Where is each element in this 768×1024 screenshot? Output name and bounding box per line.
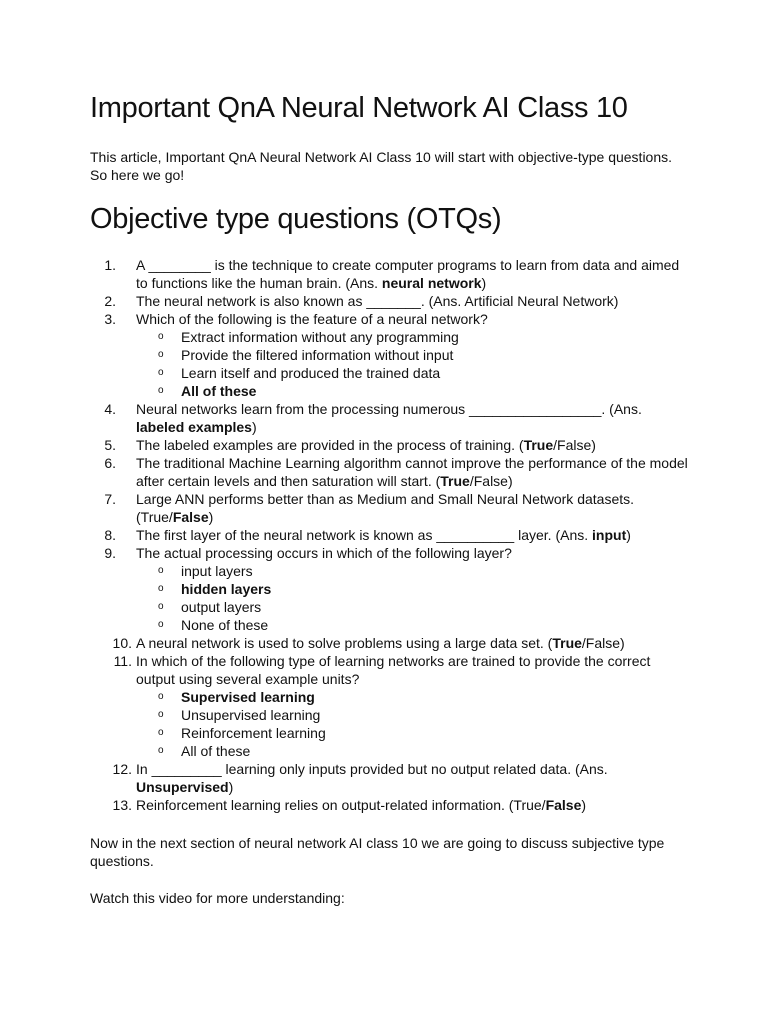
option-item [136,706,690,724]
option-item [136,328,690,346]
circle-bullet-icon: o [158,385,164,396]
answer-highlight: Unsupervised [136,779,229,795]
question-text: The neural network is also known as _______. (Ans. Artificial Neural Network) [136,293,619,309]
circle-bullet-icon: o [158,583,164,594]
question-item [90,256,690,292]
question-number: 11. [113,653,132,669]
correct-option: Supervised learning [181,689,315,705]
option-text: Learn itself and produced the trained data [181,365,441,381]
answer-highlight: True [552,635,582,651]
question-text [136,635,625,651]
answer-highlight: input [592,527,627,543]
question-text-part: The first layer of the neural network is known as __________ layer. (Ans. [136,527,593,543]
option-item [136,598,690,616]
question-text-part: ) [251,419,257,435]
question-text [136,491,634,525]
question-text [136,527,631,543]
option-item [136,382,690,400]
question-number: 3. [104,311,116,327]
option-text: None of these [181,617,269,633]
question-item [90,652,690,760]
option-text: output layers [181,599,262,615]
option-item [136,562,690,580]
question-text-part: ) [581,797,587,813]
question-number: 9. [104,545,116,561]
question-text: Which of the following is the feature of a neural network? [136,311,488,327]
option-list [136,562,690,634]
question-text [136,257,679,291]
question-text-part: Neural networks learn from the processing numerous _________________. (Ans. [136,401,642,417]
question-number: 6. [104,455,116,471]
option-text: input layers [181,563,253,579]
question-item [90,436,690,454]
answer-highlight: False [545,797,582,813]
question-number: 1. [104,257,116,273]
circle-bullet-icon: o [158,349,164,360]
question-item [90,310,690,400]
question-text-part: ) [626,527,631,543]
question-text-part: A ________ is the technique to create computer programs to learn from data and aimed to functions like the human brain. (Ans. [136,257,680,291]
question-text-part: /False) [553,437,596,453]
question-text-part: /False) [581,635,625,651]
page-title: Important QnA Neural Network AI Class 10 [90,92,628,124]
watch-video-text: Watch this video for more understanding: [90,890,345,906]
question-text: The actual processing occurs in which of the following layer? [136,545,512,561]
option-list [136,328,690,400]
option-text: Reinforcement learning [181,725,326,741]
question-item [90,454,690,490]
question-text-part: Reinforcement learning relies on output-related information. (True/ [136,797,546,813]
question-number: 4. [104,401,116,417]
question-text-part: /False) [469,473,513,489]
option-item [136,616,690,634]
question-text-part: A neural network is used to solve problems using a large data set. ( [136,635,553,651]
question-text-part: In _________ learning only inputs provided but no output related data. (Ans. [136,761,608,777]
question-list [90,256,690,814]
circle-bullet-icon: o [158,727,164,738]
question-number: 8. [104,527,116,543]
circle-bullet-icon: o [158,691,164,702]
outro-paragraph: Now in the next section of neural network AI class 10 we are going to discuss subjective type questions. [90,835,665,869]
question-number: 7. [104,491,116,507]
question-text-part: The traditional Machine Learning algorithm cannot improve the performance of the model after certain levels and then saturation will start. ( [136,455,688,489]
question-number: 2. [104,293,116,309]
question-text-part: ) [481,275,487,291]
circle-bullet-icon: o [158,709,164,720]
question-text [136,437,596,453]
circle-bullet-icon: o [158,331,164,342]
answer-highlight: labeled examples [136,419,252,435]
question-item [90,400,690,436]
circle-bullet-icon: o [158,601,164,612]
option-item [136,742,690,760]
answer-highlight: neural network [381,275,482,291]
question-item [90,490,690,526]
answer-highlight: False [172,509,209,525]
question-item [90,292,690,310]
question-text-part: ) [228,779,234,795]
circle-bullet-icon: o [158,619,164,630]
question-text [136,401,642,435]
intro-paragraph: This article, Important QnA Neural Network AI Class 10 will start with objective-type questions. So here we go! [90,149,673,183]
option-list [136,688,690,760]
question-text-part: The labeled examples are provided in the process of training. ( [136,437,524,453]
option-item [136,688,690,706]
option-text: Extract information without any programming [181,329,459,345]
option-item [136,346,690,364]
question-number: 5. [104,437,116,453]
question-text [136,761,608,795]
option-text: Provide the filtered information without input [181,347,454,363]
question-item [90,634,690,652]
question-number: 10. [112,635,132,651]
circle-bullet-icon: o [158,367,164,378]
question-item [90,544,690,634]
question-number: 13. [112,797,132,813]
question-text [136,797,586,813]
answer-highlight: True [440,473,470,489]
circle-bullet-icon: o [158,565,164,576]
circle-bullet-icon: o [158,745,164,756]
question-text-part: Large ANN performs better than as Medium and Small Neural Network datasets. (True/ [136,491,635,525]
option-text: Unsupervised learning [181,707,321,723]
question-item [90,760,690,796]
question-item [90,526,690,544]
option-item [136,724,690,742]
option-item [136,580,690,598]
question-text [136,455,688,489]
answer-highlight: True [523,437,554,453]
section-heading: Objective type questions (OTQs) [90,203,502,235]
question-item [90,796,690,814]
question-text-part: ) [208,509,214,525]
correct-option: All of these [181,383,257,399]
option-item [136,364,690,382]
question-number: 12. [112,761,132,777]
question-text: In which of the following type of learning networks are trained to provide the correct output using several example units? [136,653,651,687]
option-text: All of these [181,743,251,759]
correct-option: hidden layers [181,581,272,597]
